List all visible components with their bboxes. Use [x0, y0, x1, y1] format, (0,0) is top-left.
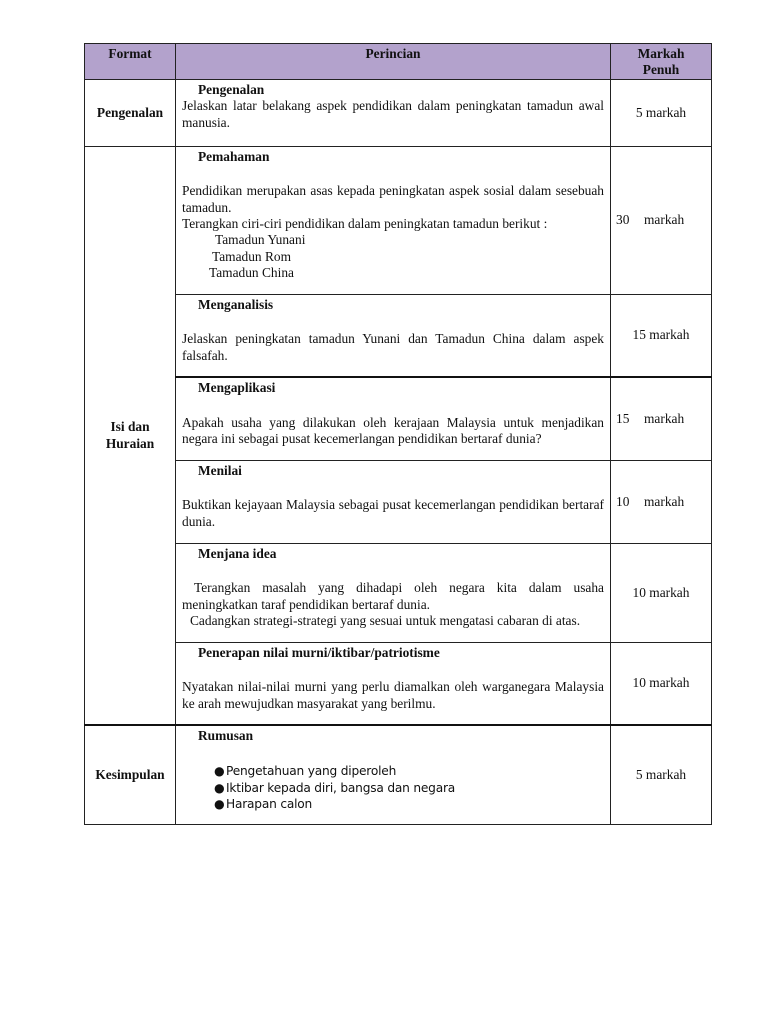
menjana-text2: Cadangkan strategi-strategi yang sesuai untuk mengatasi cabaran di atas.	[190, 613, 581, 629]
pemahaman-item-2: Tamadun Rom	[212, 248, 292, 264]
header-markah	[611, 44, 712, 80]
mengaplikasi-detail	[176, 377, 611, 460]
markah-menganalisis: 15 markah	[611, 294, 712, 377]
pemahaman-item-3: Tamadun China	[209, 265, 294, 281]
pemahaman-detail	[176, 146, 611, 294]
menjana-row	[85, 543, 712, 642]
pemahaman-item-1: Tamadun Yunani	[215, 232, 306, 248]
markah-mengaplikasi-num: 15	[616, 410, 630, 426]
penerapan-detail	[176, 642, 611, 725]
markah-menjana: 10 markah	[611, 543, 712, 642]
section-title-menjana: Menjana idea	[198, 545, 277, 561]
mengaplikasi-text: Apakah usaha yang dilakukan oleh kerajaan Malaysia untuk menjadikan negara ini sebagai pusat kecemerlangan pendidikan bertaraf dunia?	[182, 414, 604, 447]
markah-menilai	[611, 460, 712, 543]
header-format: Format	[85, 44, 176, 80]
markah-menilai-unit: markah	[644, 493, 685, 509]
format-pengenalan: Pengenalan	[85, 79, 176, 146]
section-title-pemahaman: Pemahaman	[198, 148, 270, 164]
pengenalan-detail	[176, 79, 611, 146]
header-markah-line1: Markah	[637, 46, 685, 61]
rumusan-bullet-list	[182, 763, 604, 813]
menilai-text: Buktikan kejayaan Malaysia sebagai pusat kecemerlangan pendidikan bertaraf dunia.	[182, 497, 604, 529]
markah-kesimpulan: 5 markah	[611, 725, 712, 824]
kesimpulan-detail	[176, 725, 611, 824]
menganalisis-detail	[176, 294, 611, 377]
markah-mengaplikasi-unit: markah	[644, 410, 685, 426]
penerapan-text: Nyatakan nilai-nilai murni yang perlu diamalkan oleh warganegara Malaysia ke arah mewujudkan masyarakat yang berilmu.	[182, 679, 604, 711]
menilai-detail	[176, 460, 611, 543]
markah-pemahaman	[611, 146, 712, 294]
pengenalan-row	[85, 79, 712, 146]
bullet-dot-icon: ●	[214, 797, 225, 812]
section-title-menilai: Menilai	[198, 462, 242, 478]
header-markah-line2: Penuh	[642, 62, 680, 78]
pemahaman-row	[85, 146, 712, 294]
menjana-detail	[176, 543, 611, 642]
header-row	[85, 44, 712, 80]
section-title-penerapan: Penerapan nilai murni/iktibar/patriotisme	[198, 644, 440, 660]
section-title-menganalisis: Menganalisis	[198, 296, 274, 312]
format-isi-line1: Isi dan	[110, 419, 150, 435]
kesimpulan-row	[85, 725, 712, 824]
bullet-dot-icon: ●	[214, 780, 225, 795]
section-title-rumusan: Rumusan	[198, 728, 254, 744]
header-perincian: Perincian	[176, 44, 611, 80]
pemahaman-text1: Pendidikan merupakan asas kepada peningkatan aspek sosial dalam sesebuah tamadun.	[182, 183, 604, 215]
markah-pemahaman-num: 30	[616, 212, 630, 228]
section-title-mengaplikasi: Mengaplikasi	[198, 380, 276, 396]
mengaplikasi-row	[85, 377, 712, 460]
penerapan-row	[85, 642, 712, 725]
rumusan-bullet-item: ● Iktibar kepada diri, bangsa dan negara	[214, 780, 456, 795]
rumusan-bullet-item: ● Pengetahuan yang diperoleh	[214, 763, 397, 778]
markah-mengaplikasi	[611, 377, 712, 460]
menilai-row	[85, 460, 712, 543]
format-isi-huraian	[85, 146, 176, 725]
menjana-text1: Terangkan masalah yang dihadapi oleh negara kita dalam usaha meningkatkan taraf pendidikan bertaraf dunia.	[182, 580, 604, 612]
menganalisis-text: Jelaskan peningkatan tamadun Yunani dan Tamadun China dalam aspek falsafah.	[182, 331, 604, 363]
rumusan-bullet-item: ● Harapan calon	[214, 797, 313, 812]
format-kesimpulan: Kesimpulan	[85, 725, 176, 824]
section-title-pengenalan: Pengenalan	[198, 81, 265, 97]
pengenalan-text: Jelaskan latar belakang aspek pendidikan dalam peningkatan tamadun awal manusia.	[182, 98, 604, 130]
markah-menilai-num: 10	[616, 493, 630, 509]
markah-pemahaman-unit: markah	[644, 212, 685, 228]
format-isi-line2: Huraian	[105, 435, 155, 451]
markah-penerapan: 10 markah	[611, 642, 712, 725]
pemahaman-text2: Terangkan ciri-ciri pendidikan dalam peningkatan tamadun berikut :	[182, 216, 548, 232]
bullet-dot-icon: ●	[214, 763, 225, 778]
menganalisis-row	[85, 294, 712, 377]
rubric-table	[84, 43, 712, 825]
markah-pengenalan: 5 markah	[611, 79, 712, 146]
